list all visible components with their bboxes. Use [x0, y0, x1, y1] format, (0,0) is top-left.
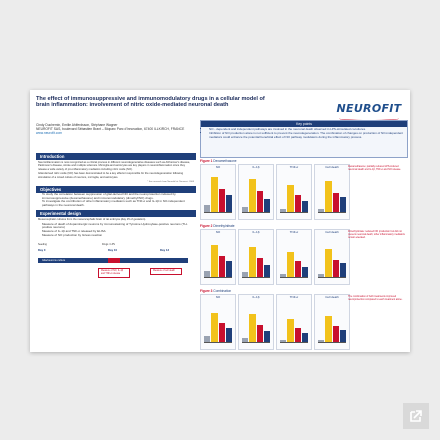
chart-axis	[318, 212, 346, 213]
chart-bar	[295, 328, 301, 343]
chart-panel	[314, 294, 350, 350]
chart-bar	[249, 247, 255, 278]
bar-group	[204, 238, 232, 278]
chart-bar	[264, 199, 270, 213]
chart-axis	[204, 212, 232, 213]
figure-number: Figure 1	[200, 159, 213, 163]
figure-row	[200, 224, 406, 286]
figure-drug: Dexamethasone	[213, 159, 237, 163]
chart-bar	[249, 314, 255, 343]
chart-panel	[276, 229, 312, 285]
bar-group	[204, 303, 232, 343]
external-link-icon	[403, 403, 429, 429]
figure-number: Figure 2	[200, 224, 213, 228]
chart-panel	[200, 294, 236, 350]
figure-drug: Combination	[213, 289, 232, 293]
share-corner-icon[interactable]	[403, 403, 429, 429]
website-link[interactable]: www.neurofit.com	[36, 131, 63, 136]
panel-title: NO	[215, 230, 221, 234]
chart-axis	[242, 342, 270, 343]
chart-bar	[226, 261, 232, 278]
intro-reference: * See research from Neurofit Int. Neurosci. 2008	[147, 181, 194, 184]
chart-bar	[325, 316, 331, 343]
chart-axis	[318, 342, 346, 343]
bar-group	[242, 238, 270, 278]
key-point: • Inhibition of NO production alone is not sufficient to prevent the neurodegeneration. The combination of changes on production of NO-independent mediators could enhance the potential beneficial effect of NO pathway modulators during the inflammatory process.	[209, 132, 404, 140]
chart-axis	[318, 277, 346, 278]
figure-note: Dexamethasone: partially reduced LPS-induced neuronal death and IL-1β, TNF-α and NO release.	[348, 165, 401, 172]
chart-panel	[276, 164, 312, 220]
key-points-box	[200, 120, 408, 158]
design-step: Measure of IL-1β and TNF-α released by ELISA	[42, 229, 106, 233]
poster	[30, 90, 410, 352]
bar-group	[318, 173, 346, 213]
chart-bar	[340, 263, 346, 278]
chart-bar	[219, 189, 225, 213]
chart-panel	[238, 294, 274, 350]
chart-axis	[242, 212, 270, 213]
timeline-diagram	[38, 239, 194, 283]
chart-bar	[257, 258, 263, 278]
introduction-heading: Introduction	[36, 153, 196, 160]
panel-title: TNF-α	[289, 230, 299, 234]
key-point: • NO - dependent and independent pathways are involved in the neuronal death observed in LPS-stimulated cocultures.	[209, 128, 404, 132]
chart-panel	[238, 229, 274, 285]
panel-title: NO	[215, 165, 221, 169]
chart-bar	[219, 256, 225, 278]
figure-note: The combination of both treatments improved neuroprotection compared to each treatment alone.	[348, 295, 403, 302]
timeline-bar: Glia/neurons culture	[38, 258, 188, 263]
chart-bar	[295, 261, 301, 278]
chart-axis	[204, 342, 232, 343]
timeline-treatment-marker	[108, 258, 120, 263]
chart-bar	[249, 179, 255, 213]
chart-bar	[287, 319, 293, 343]
key-points-heading: Key points	[201, 121, 407, 127]
panel-title: IL-1β	[252, 295, 260, 299]
figure-drug: Dimethylnitrate	[213, 224, 235, 228]
logo-wordmark: NEUROFIT	[336, 102, 402, 115]
chart-bar	[340, 330, 346, 343]
panel-title: TNF-α	[289, 295, 299, 299]
chart-bar	[333, 260, 339, 278]
design-heading: Experimental design	[36, 210, 196, 217]
chart-bar	[340, 197, 346, 213]
chart-bar	[257, 325, 263, 343]
design-text: Mesencephalic cultures from the mesencephalic brain of rat embryos (day 15 of gestation).	[38, 218, 147, 222]
design-step: Measure of NO production by Griess reaction	[42, 232, 103, 237]
panel-title: TNF-α	[289, 165, 299, 169]
bar-group	[318, 303, 346, 343]
intro-paragraph: Neuroinflammation is now recognized as a critical process in different neurodegenerative diseases such as Alzheimer's disease, Parkinson's disease, stroke and multiple sclerosis. Microglia and astrocytes are key players in neuroinflammation since they release a wide variety of pro-inflammatory mediators including nitric oxide (NO).	[38, 161, 191, 171]
left-column	[36, 150, 196, 283]
objectives-heading: Objectives	[36, 186, 196, 193]
timeline-label-seed: Seeding	[38, 243, 47, 247]
chart-bar	[257, 191, 263, 213]
chart-bar	[287, 185, 293, 213]
chart-bar	[211, 177, 217, 213]
chart-bar	[287, 252, 293, 278]
chart-axis	[280, 342, 308, 343]
chart-bar	[325, 249, 331, 278]
chart-panel	[314, 164, 350, 220]
figure-number: Figure 3	[200, 289, 213, 293]
bar-group	[318, 238, 346, 278]
timeline-day-end: Day 13	[160, 248, 170, 253]
figure-note: Dimethylnitrate: reduced NO production but did not prevent neuronal death; other inflammatory mediators remain elevated.	[348, 230, 405, 240]
chart-axis	[280, 277, 308, 278]
design-step: Measure of death of dopaminergic neurons by immunostaining of Tyrosine Hydroxylase-positive neurons (TH-positive neurons)	[42, 221, 188, 230]
chart-panel	[200, 229, 236, 285]
chart-bar	[226, 195, 232, 213]
author-names: Cindy Duchemin, Emilie Ahlferdsson, Stéphane Wagner	[36, 123, 118, 127]
chart-bar	[226, 328, 232, 343]
bar-group	[280, 238, 308, 278]
poster-title: The effect of immunosuppressive and immunomodulatory drugs in a cellular model of brain inflammation: involvement of nitric oxide-mediated neuronal death	[36, 96, 265, 109]
timeline-label-treat: Drugs / LPS	[102, 243, 115, 247]
panel-title: Cell death	[325, 230, 339, 234]
figure-row	[200, 289, 406, 351]
bar-group	[280, 173, 308, 213]
chart-bar	[325, 181, 331, 213]
intro-paragraph: Glial-derived nitric oxide (NO) has been demonstrated to be a key effector responsible for the neurodegeneration following stimulation of a mixed culture of neurons, microglia, and astrocytes.	[38, 172, 184, 179]
timeline-box-death: Measure of cell death	[150, 268, 182, 275]
affiliation: NEUROFIT SAS, boulevard Sébastien Brant – Bioparc Parc d'Innovation, 67400 ILLKIRCH, FRANCE	[36, 127, 185, 132]
chart-bar	[219, 323, 225, 343]
timeline-day-treat: Day 10	[108, 248, 118, 253]
figures-column	[200, 159, 406, 352]
chart-bar	[333, 326, 339, 343]
panel-title: IL-1β	[252, 165, 260, 169]
figure-row	[200, 159, 406, 221]
bar-group	[242, 173, 270, 213]
chart-bar	[211, 313, 217, 343]
panel-title: IL-1β	[252, 230, 260, 234]
bar-group	[242, 303, 270, 343]
chart-panel	[200, 164, 236, 220]
chart-axis	[280, 212, 308, 213]
panel-title: Cell death	[325, 165, 339, 169]
chart-bar	[211, 245, 217, 278]
chart-bar	[333, 193, 339, 213]
chart-panel	[314, 229, 350, 285]
chart-panel	[238, 164, 274, 220]
chart-axis	[242, 277, 270, 278]
objective-item: To study the correlation between suppression of glial-derived NO and the neuroprotection induced by immunosuppressive (dexamethasone) and immunomodulatory (dimethyl/NO) drugs.	[42, 192, 176, 200]
timeline-box-release: Measure of NO, IL-1β and TNF-α release	[98, 268, 130, 278]
bar-group	[280, 303, 308, 343]
objective-item: To investigate the contribution of other inflammatory mediators such as TNF-α and IL-1β in NO-independent pathways in the neuronal death.	[42, 199, 185, 207]
bar-group	[204, 173, 232, 213]
panel-title: Cell death	[325, 295, 339, 299]
chart-axis	[204, 277, 232, 278]
chart-panel	[276, 294, 312, 350]
panel-title: NO	[215, 295, 221, 299]
chart-bar	[295, 195, 301, 213]
timeline-day-start: Day 0	[38, 248, 46, 253]
